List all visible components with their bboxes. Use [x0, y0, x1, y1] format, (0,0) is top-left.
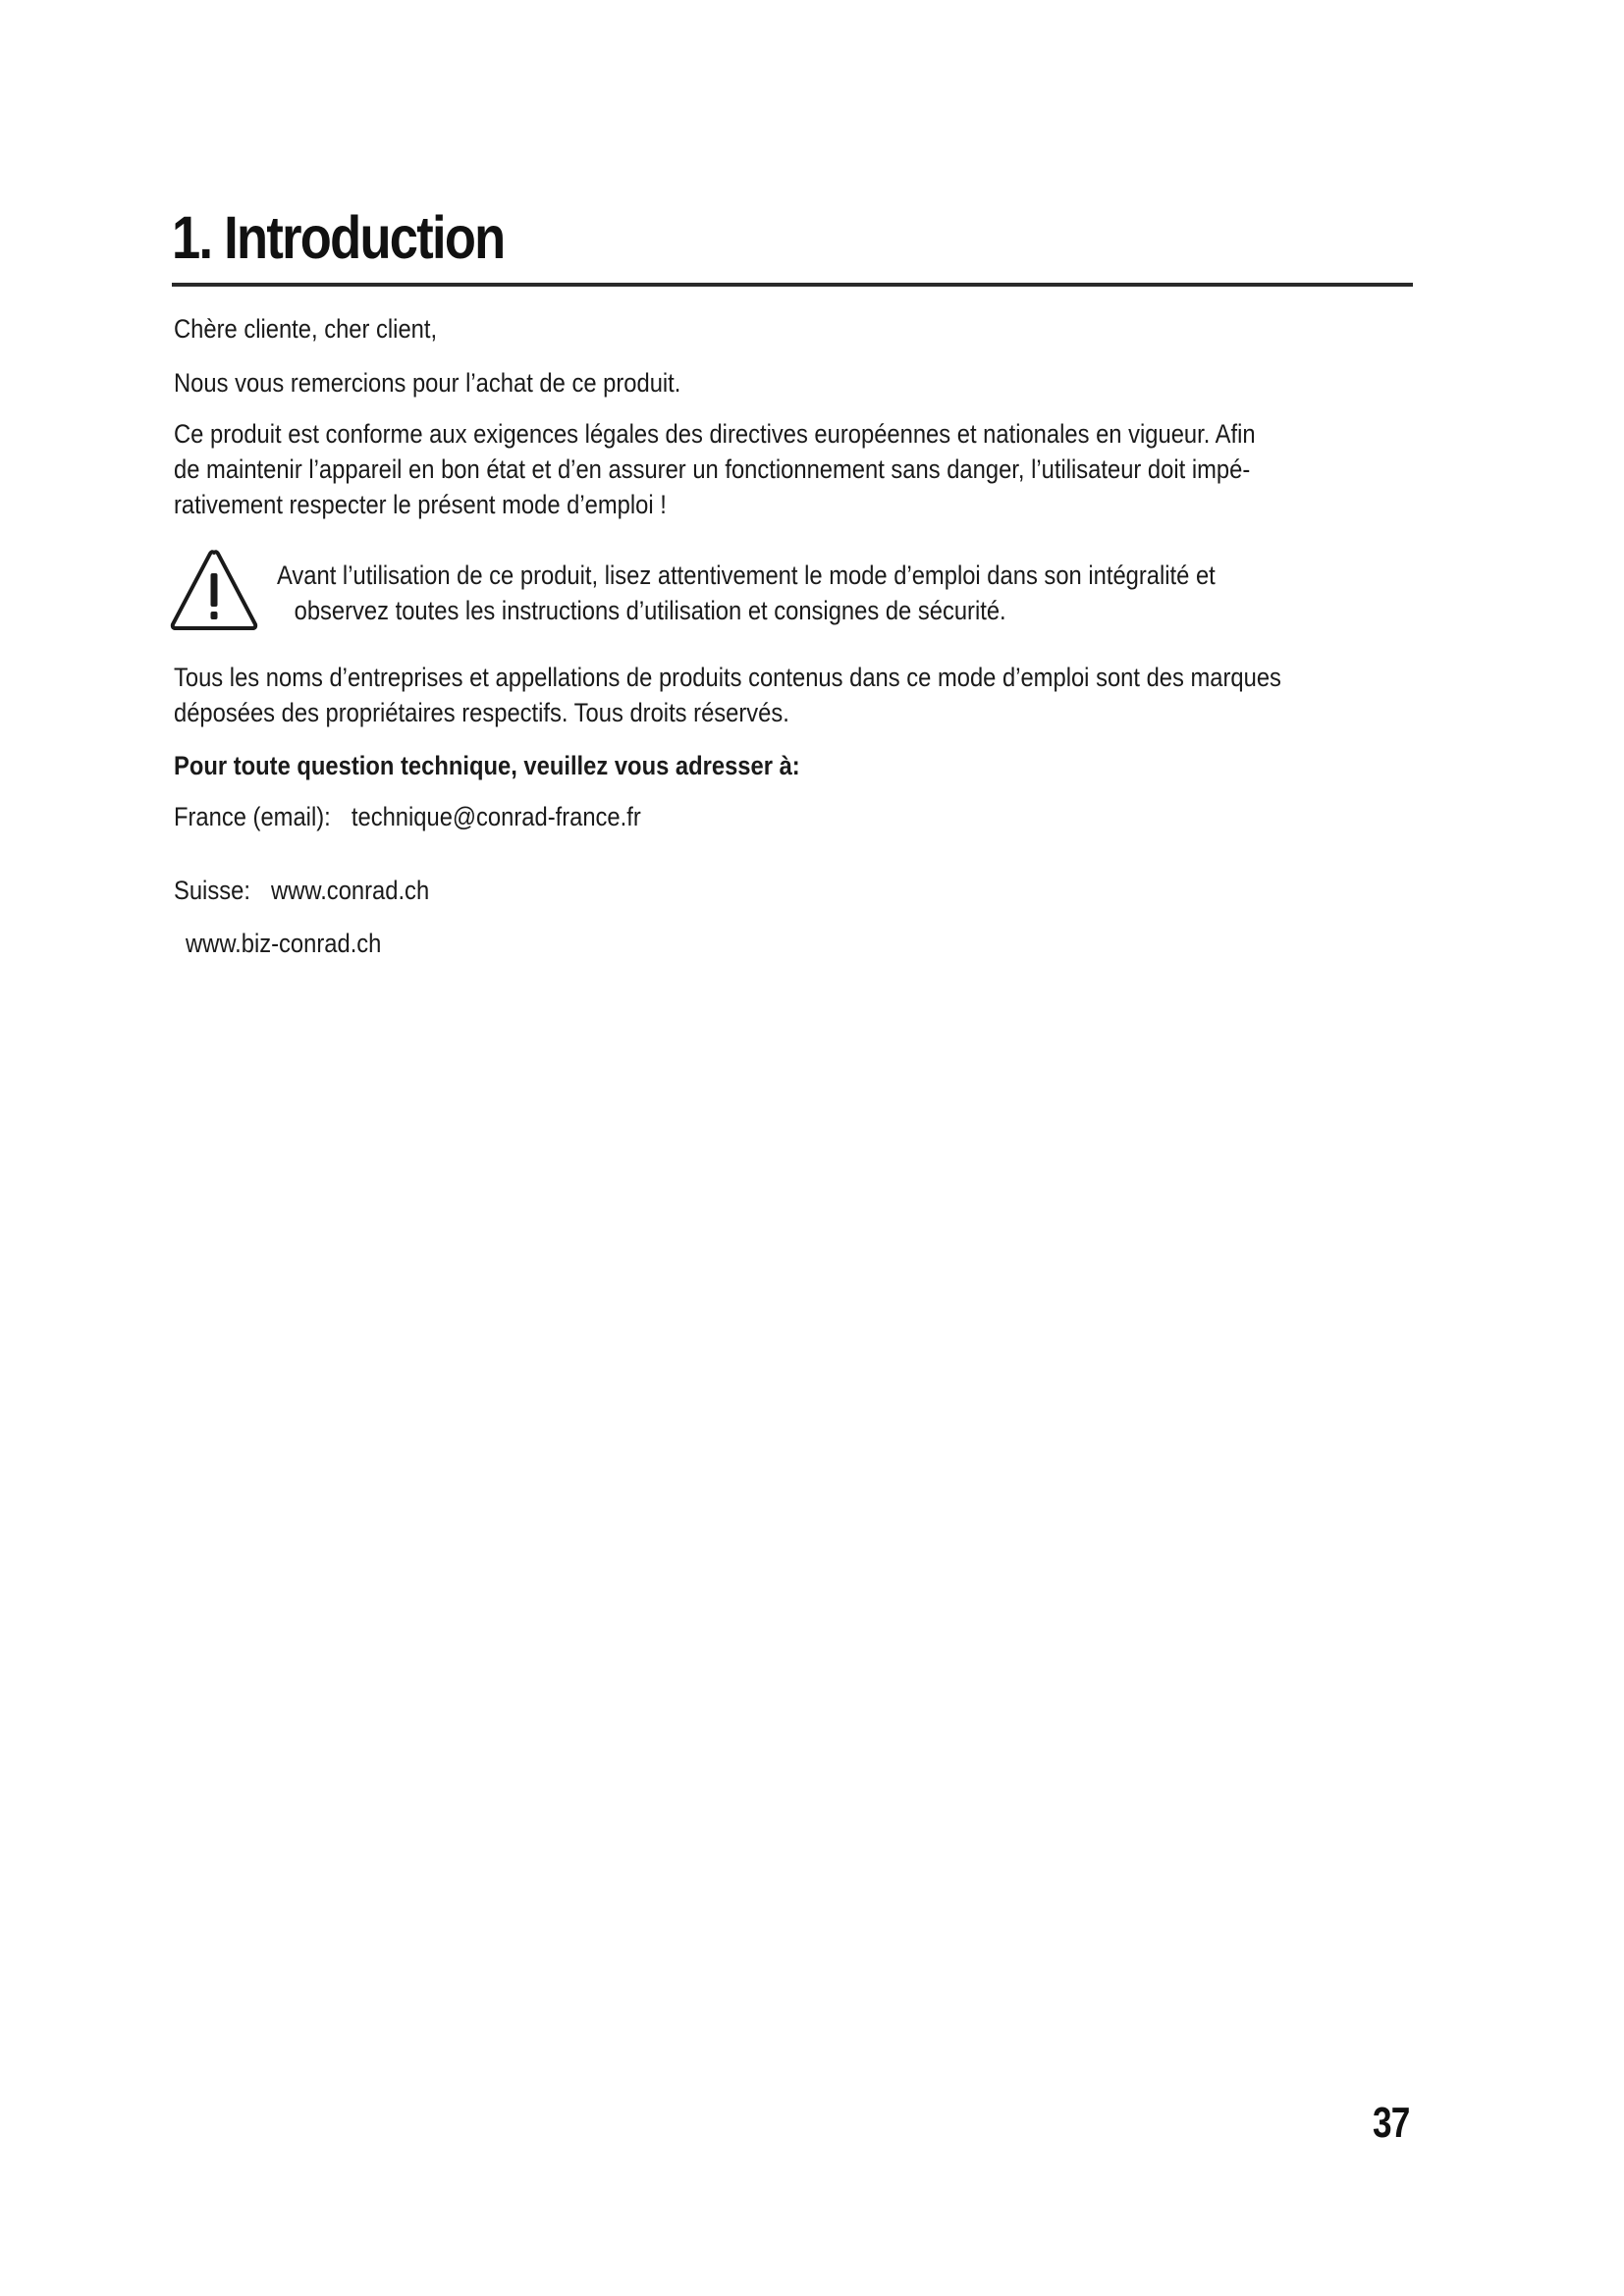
contact-suisse-url-1: www.conrad.ch — [271, 876, 430, 905]
warning-line-2: observez toutes les instructions d’utilisation et consignes de sécurité. — [294, 596, 1006, 625]
warning-triangle-icon — [169, 548, 259, 632]
trademarks-line-1: Tous les noms d’entreprises et appellations de produits contenus dans ce mode d’emploi sont des marques — [174, 663, 1281, 692]
trademarks-line-2: déposées des propriétaires respectifs. Tous droits réservés. — [174, 698, 789, 727]
contact-suisse — [174, 873, 429, 908]
conformity-line-2: de maintenir l’appareil en bon état et d’en assurer un fonctionnement sans danger, l’utilisateur doit impé- — [174, 454, 1251, 484]
warning-text — [277, 558, 1216, 628]
conformity-line-3: rativement respecter le présent mode d’emploi ! — [174, 490, 667, 519]
support-heading: Pour toute question technique, veuillez vous adresser à: — [174, 751, 800, 780]
contact-suisse-label: Suisse: — [174, 876, 250, 905]
thanks-text: Nous vous remercions pour l’achat de ce produit. — [174, 368, 681, 398]
contact-france — [174, 799, 641, 834]
conformity-line-1: Ce produit est conforme aux exigences légales des directives européennes et nationales en vigueur. Afin — [174, 419, 1256, 449]
greeting-text: Chère cliente, cher client, — [174, 314, 438, 344]
page-title: 1. Introduction — [172, 204, 505, 271]
contact-france-label: France (email): — [174, 802, 331, 831]
contact-suisse-url-2: www.biz-conrad.ch — [186, 929, 382, 958]
contact-france-email: technique@conrad-france.fr — [351, 802, 641, 831]
title-underline — [172, 283, 1413, 287]
warning-line-1: Avant l’utilisation de ce produit, lisez attentivement le mode d’emploi dans son intégralité et — [277, 561, 1216, 590]
page-number: 37 — [1373, 2099, 1410, 2147]
